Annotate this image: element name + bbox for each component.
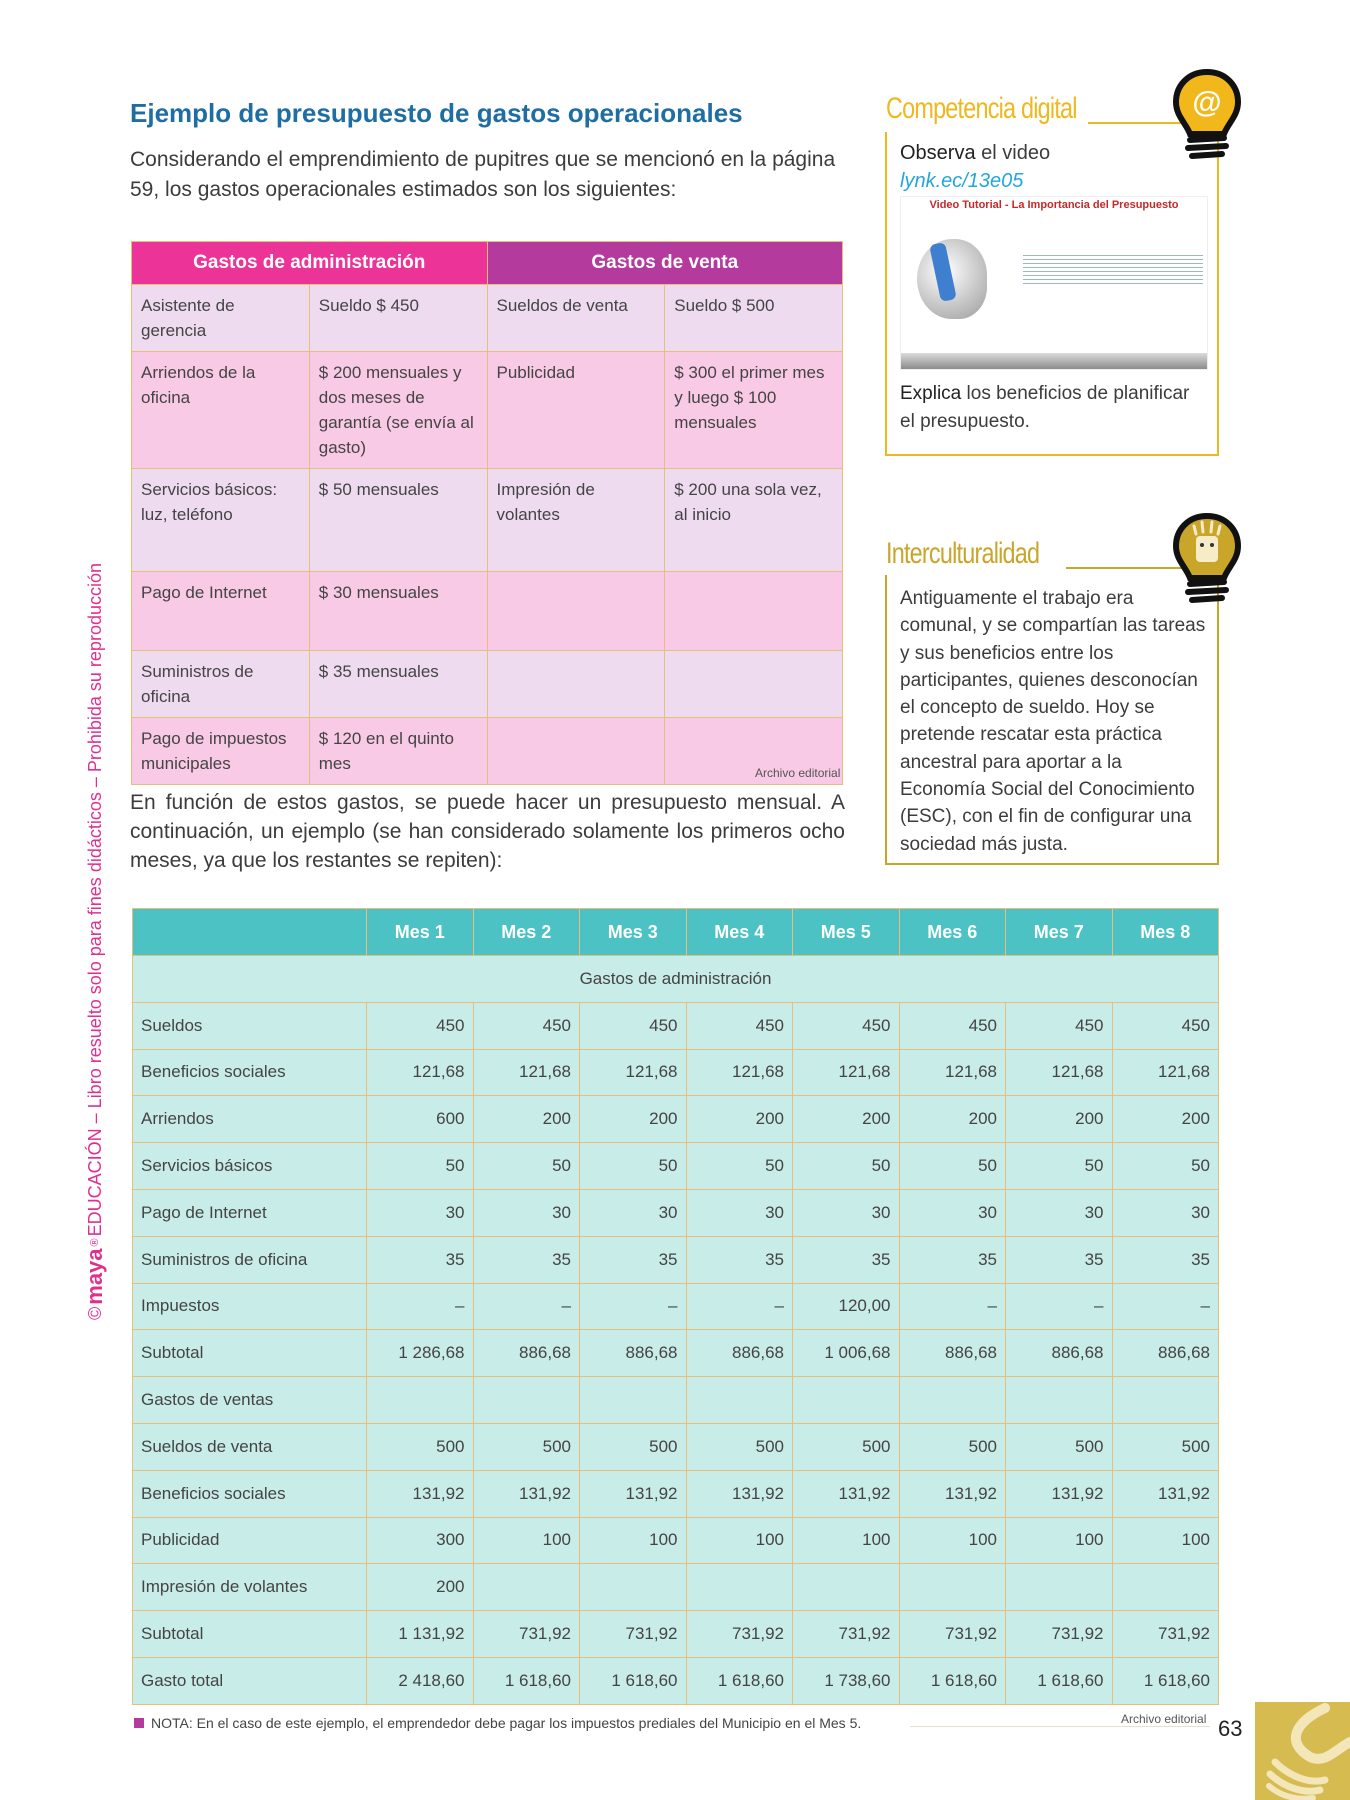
budget-cell: 500: [1112, 1423, 1219, 1470]
expense-cell: Arriendos de la oficina: [132, 352, 310, 469]
expense-cell: Sueldo $ 500: [665, 285, 843, 352]
budget-cell: –: [1112, 1283, 1219, 1330]
budget-cell: 886,68: [899, 1330, 1006, 1377]
budget-cell: 50: [1112, 1143, 1219, 1190]
budget-cell: 121,68: [793, 1049, 900, 1096]
monthly-budget-table: [132, 908, 1219, 1705]
budget-cell: 30: [1006, 1189, 1113, 1236]
hand-icon: [1255, 1702, 1350, 1800]
box-top-mask: [885, 130, 1219, 132]
budget-cell: 500: [367, 1423, 474, 1470]
budget-row: [133, 1096, 1219, 1143]
budget-cell: –: [473, 1283, 580, 1330]
expense-cell: $ 50 mensuales: [309, 469, 487, 572]
budget-cell: 200: [686, 1096, 793, 1143]
budget-cell: 30: [367, 1189, 474, 1236]
budget-row-label: Publicidad: [133, 1517, 367, 1564]
sales-expenses-header: Gastos de venta: [487, 242, 843, 285]
budget-cell: 50: [580, 1143, 687, 1190]
budget-cell: 450: [686, 1002, 793, 1049]
budget-row-label: Impuestos: [133, 1283, 367, 1330]
budget-row-label: Subtotal: [133, 1330, 367, 1377]
budget-row-label: Beneficios sociales: [133, 1470, 367, 1517]
page-number: 63: [1218, 1716, 1243, 1741]
expense-cell: [487, 572, 665, 651]
budget-cell: 886,68: [1006, 1330, 1113, 1377]
budget-row: [133, 1423, 1219, 1470]
budget-cell: 500: [580, 1423, 687, 1470]
budget-cell: [793, 1564, 900, 1611]
expense-cell: Pago de Internet: [132, 572, 310, 651]
budget-cell: 450: [899, 1002, 1006, 1049]
budget-cell: 131,92: [473, 1470, 580, 1517]
budget-row: [133, 1049, 1219, 1096]
budget-cell: –: [1006, 1283, 1113, 1330]
budget-header-month: Mes 2: [473, 909, 580, 956]
budget-header-month: Mes 6: [899, 909, 1006, 956]
expense-cell: $ 200 mensuales y dos meses de garantía (se envía al gasto): [309, 352, 487, 469]
budget-cell: 121,68: [686, 1049, 793, 1096]
video-title: Video Tutorial - La Importancia del Presupuesto: [929, 199, 1179, 211]
budget-cell: [899, 1377, 1006, 1424]
budget-cell: 100: [793, 1517, 900, 1564]
budget-row: [133, 1470, 1219, 1517]
budget-cell: 100: [1006, 1517, 1113, 1564]
admin-expenses-header: Gastos de administración: [132, 242, 488, 285]
budget-cell: [473, 1377, 580, 1424]
expense-cell: Suministros de oficina: [132, 651, 310, 718]
corner-decoration: [1255, 1702, 1350, 1800]
budget-cell: 1 286,68: [367, 1330, 474, 1377]
budget-row-label: Beneficios sociales: [133, 1049, 367, 1096]
observe-text: [900, 142, 1050, 165]
budget-cell: 886,68: [686, 1330, 793, 1377]
budget-intro-paragraph: En función de estos gastos, se puede hacer un presupuesto mensual. A continuación, un ejemplo (se han considerado solamente los primeros ocho meses, ya que los restantes se repiten):: [130, 791, 845, 872]
budget-cell: 450: [793, 1002, 900, 1049]
budget-header-month: Mes 5: [793, 909, 900, 956]
budget-cell: 50: [473, 1143, 580, 1190]
budget-cell: 100: [686, 1517, 793, 1564]
budget-cell: 121,68: [473, 1049, 580, 1096]
budget-cell: [580, 1564, 687, 1611]
budget-cell: 30: [793, 1189, 900, 1236]
budget-cell: –: [367, 1283, 474, 1330]
budget-row-label: Sueldos de venta: [133, 1423, 367, 1470]
budget-cell: 450: [1006, 1002, 1113, 1049]
budget-cell: 1 618,60: [686, 1657, 793, 1704]
explica-rest: los beneficios de planificar el presupuesto.: [900, 383, 1190, 432]
budget-cell: 886,68: [580, 1330, 687, 1377]
expense-cell: [487, 718, 665, 785]
budget-cell: 50: [899, 1143, 1006, 1190]
svg-text:@: @: [1192, 86, 1222, 119]
budget-row: [133, 1189, 1219, 1236]
budget-cell: 100: [1112, 1517, 1219, 1564]
budget-cell: 50: [686, 1143, 793, 1190]
registered-mark: ®: [89, 1238, 101, 1247]
budget-cell: [367, 1377, 474, 1424]
budget-row: [133, 1002, 1219, 1049]
budget-header-month: Mes 4: [686, 909, 793, 956]
expense-cell: $ 35 mensuales: [309, 651, 487, 718]
budget-cell: 131,92: [686, 1470, 793, 1517]
budget-cell: 131,92: [1006, 1470, 1113, 1517]
budget-cell: 1 738,60: [793, 1657, 900, 1704]
expense-cell: $ 30 mensuales: [309, 572, 487, 651]
budget-table-credit: Archivo editorial: [1121, 1712, 1207, 1726]
budget-row-label: Subtotal: [133, 1611, 367, 1658]
budget-cell: 600: [367, 1096, 474, 1143]
brand-logo: maya: [82, 1248, 107, 1305]
expense-cell: [487, 651, 665, 718]
budget-cell: 30: [686, 1189, 793, 1236]
budget-cell: 35: [1006, 1236, 1113, 1283]
budget-cell: 131,92: [367, 1470, 474, 1517]
budget-header-month: Mes 1: [367, 909, 474, 956]
copyright-text: EDUCACIÓN – Libro resuelto solo para fines didácticos – Prohibida su reproducción: [84, 563, 105, 1237]
budget-cell: 886,68: [1112, 1330, 1219, 1377]
budget-cell: [1112, 1564, 1219, 1611]
expense-cell: Pago de impuestos municipales: [132, 718, 310, 785]
expense-cell: Asistente de gerencia: [132, 285, 310, 352]
budget-cell: –: [899, 1283, 1006, 1330]
budget-cell: 731,92: [580, 1611, 687, 1658]
budget-header-blank: [133, 909, 367, 956]
budget-cell: 200: [367, 1564, 474, 1611]
budget-cell: [1006, 1564, 1113, 1611]
budget-cell: 35: [367, 1236, 474, 1283]
budget-cell: 35: [793, 1236, 900, 1283]
budget-cell: 731,92: [1006, 1611, 1113, 1658]
budget-row-label: Impresión de volantes: [133, 1564, 367, 1611]
expense-cell: $ 300 el primer mes y luego $ 100 mensuales: [665, 352, 843, 469]
budget-cell: 50: [367, 1143, 474, 1190]
budget-cell: 30: [580, 1189, 687, 1236]
digital-competence-title: Competencia digital: [886, 92, 1077, 125]
video-controls-bar[interactable]: [901, 353, 1207, 369]
interculturality-title: Interculturalidad: [886, 537, 1040, 570]
budget-cell: 131,92: [793, 1470, 900, 1517]
footnote-divider: [910, 1726, 1210, 1727]
expense-cell: [665, 572, 843, 651]
budget-cell: 131,92: [899, 1470, 1006, 1517]
expenses-table-credit: Archivo editorial: [755, 766, 841, 780]
budget-cell: [686, 1564, 793, 1611]
observe-bold: Observa: [900, 142, 976, 164]
budget-cell: 35: [473, 1236, 580, 1283]
budget-cell: 121,68: [580, 1049, 687, 1096]
expense-cell: $ 120 en el quinto mes: [309, 718, 487, 785]
budget-cell: 886,68: [473, 1330, 580, 1377]
video-thumbnail[interactable]: [900, 196, 1208, 370]
budget-header-month: Mes 3: [580, 909, 687, 956]
budget-cell: [1006, 1377, 1113, 1424]
budget-cell: 35: [580, 1236, 687, 1283]
budget-cell: 121,68: [367, 1049, 474, 1096]
expense-cell: Sueldo $ 450: [309, 285, 487, 352]
expense-cell: Impresión de volantes: [487, 469, 665, 572]
budget-cell: 300: [367, 1517, 474, 1564]
budget-cell: 2 418,60: [367, 1657, 474, 1704]
budget-cell: 1 618,60: [1006, 1657, 1113, 1704]
budget-cell: [473, 1564, 580, 1611]
expense-cell: [665, 651, 843, 718]
video-link[interactable]: lynk.ec/13e05: [900, 170, 1024, 192]
expense-cell: Publicidad: [487, 352, 665, 469]
intro-paragraph: Considerando el emprendimiento de pupitres que se mencionó en la página 59, los gastos operacionales estimados son los siguientes:: [130, 148, 836, 201]
budget-cell: 500: [1006, 1423, 1113, 1470]
budget-cell: 1 131,92: [367, 1611, 474, 1658]
budget-row-label: Servicios básicos: [133, 1143, 367, 1190]
observe-rest: el video: [975, 142, 1051, 164]
at-sign-lightbulb-icon: [1172, 68, 1242, 168]
budget-cell: 500: [473, 1423, 580, 1470]
budget-cell: 30: [899, 1189, 1006, 1236]
expense-cell: Sueldos de venta: [487, 285, 665, 352]
budget-cell: 450: [580, 1002, 687, 1049]
footnote-text: NOTA: En el caso de este ejemplo, el emprendedor debe pagar los impuestos prediales del Municipio en el Mes 5.: [151, 1715, 862, 1731]
budget-cell: 200: [1112, 1096, 1219, 1143]
budget-row-label: Pago de Internet: [133, 1189, 367, 1236]
budget-cell: 121,68: [1112, 1049, 1219, 1096]
budget-cell: 731,92: [686, 1611, 793, 1658]
budget-cell: 121,68: [899, 1049, 1006, 1096]
budget-cell: [580, 1377, 687, 1424]
budget-row: [133, 1657, 1219, 1704]
budget-cell: 35: [1112, 1236, 1219, 1283]
budget-row: [133, 1330, 1219, 1377]
budget-cell: 450: [367, 1002, 474, 1049]
budget-cell: 131,92: [1112, 1470, 1219, 1517]
budget-row-label: Sueldos: [133, 1002, 367, 1049]
page-title: Ejemplo de presupuesto de gastos operacionales: [130, 98, 743, 128]
budget-cell: 1 006,68: [793, 1330, 900, 1377]
budget-cell: –: [580, 1283, 687, 1330]
budget-row-label: Suministros de oficina: [133, 1236, 367, 1283]
explica-bold: Explica: [900, 383, 962, 404]
budget-cell: 200: [473, 1096, 580, 1143]
budget-row: [133, 1564, 1219, 1611]
budget-cell: 731,92: [1112, 1611, 1219, 1658]
budget-row: [133, 1236, 1219, 1283]
video-slide-text: [1023, 252, 1203, 286]
budget-cell: [686, 1377, 793, 1424]
budget-cell: 100: [580, 1517, 687, 1564]
budget-cell: 500: [899, 1423, 1006, 1470]
bullet-square-icon: [134, 1718, 144, 1728]
expense-cell: Servicios básicos: luz, teléfono: [132, 469, 310, 572]
budget-cell: 500: [686, 1423, 793, 1470]
budget-row: [133, 1517, 1219, 1564]
budget-cell: 35: [686, 1236, 793, 1283]
budget-cell: 50: [793, 1143, 900, 1190]
budget-cell: 131,92: [580, 1470, 687, 1517]
budget-cell: 200: [899, 1096, 1006, 1143]
budget-cell: 450: [473, 1002, 580, 1049]
section-admin-label: Gastos de administración: [133, 956, 1219, 1003]
budget-cell: 100: [473, 1517, 580, 1564]
budget-row: [133, 1143, 1219, 1190]
budget-cell: 200: [580, 1096, 687, 1143]
explica-text: [900, 380, 1200, 436]
budget-row-label: Gasto total: [133, 1657, 367, 1704]
budget-cell: 731,92: [793, 1611, 900, 1658]
budget-cell: 1 618,60: [580, 1657, 687, 1704]
interculturality-title-rule: [1066, 567, 1186, 569]
budget-cell: –: [686, 1283, 793, 1330]
budget-cell: 1 618,60: [473, 1657, 580, 1704]
budget-cell: 200: [793, 1096, 900, 1143]
budget-cell: 200: [1006, 1096, 1113, 1143]
budget-cell: 450: [1112, 1002, 1219, 1049]
budget-cell: 30: [1112, 1189, 1219, 1236]
budget-row: [133, 1611, 1219, 1658]
budget-cell: 731,92: [899, 1611, 1006, 1658]
budget-cell: 121,68: [1006, 1049, 1113, 1096]
budget-cell: 35: [899, 1236, 1006, 1283]
budget-cell: 50: [1006, 1143, 1113, 1190]
copyright-symbol: ©: [84, 1306, 105, 1320]
budget-cell: [1112, 1377, 1219, 1424]
budget-cell: 500: [793, 1423, 900, 1470]
expense-cell: $ 200 una sola vez, al inicio: [665, 469, 843, 572]
budget-cell: 30: [473, 1189, 580, 1236]
budget-cell: 1 618,60: [1112, 1657, 1219, 1704]
budget-row: [133, 1377, 1219, 1424]
budget-row-label: Arriendos: [133, 1096, 367, 1143]
budget-row: [133, 1283, 1219, 1330]
budget-cell: 731,92: [473, 1611, 580, 1658]
footnote: [134, 1715, 861, 1731]
budget-header-month: Mes 8: [1112, 909, 1219, 956]
budget-cell: [899, 1564, 1006, 1611]
budget-cell: 120,00: [793, 1283, 900, 1330]
copyright-strip: [78, 480, 112, 1320]
budget-header-month: Mes 7: [1006, 909, 1113, 956]
budget-cell: [793, 1377, 900, 1424]
budget-row-label: Gastos de ventas: [133, 1377, 367, 1424]
expenses-table: [131, 241, 843, 785]
interculturality-text: Antiguamente el trabajo era comunal, y se compartían las tareas y sus beneficios entre los participantes, quienes desconocían el concepto de sueldo. Hoy se pretende rescatar esta práctica ancestral para aportar a la Economía Social del Conocimiento (ESC), con el fin de configurar una sociedad más justa.: [900, 588, 1206, 855]
budget-cell: 1 618,60: [899, 1657, 1006, 1704]
budget-cell: 100: [899, 1517, 1006, 1564]
